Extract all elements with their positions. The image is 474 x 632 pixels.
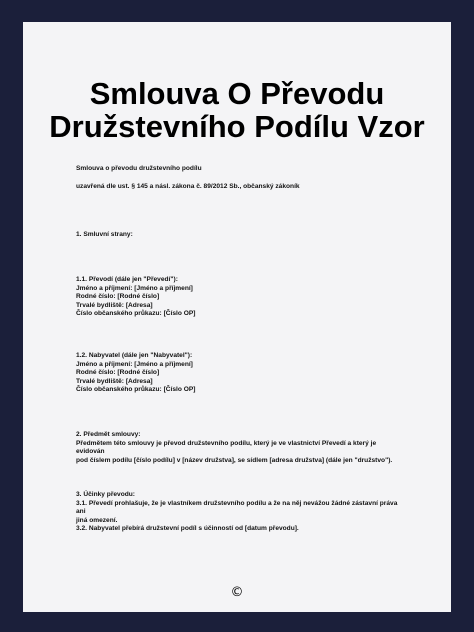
party-2-heading: 1.2. Nabyvatel (dále jen "Nabyvatel"): (76, 352, 193, 359)
party-2-name: Jméno a příjmení: [Jméno a příjmení] (76, 360, 193, 368)
section-3-item-1-line-2: jiná omezení. (76, 516, 118, 524)
party-2-address: Trvalé bydliště: [Adresa] (76, 377, 153, 385)
section-3-item-1-line-1: 3.1. Převedí prohlašuje, že je vlastníkem družstevního podílu a že na něj nevážou žádné zástavní práva ani (76, 499, 398, 516)
party-1-birth-number: Rodné číslo: [Rodné číslo] (76, 293, 160, 301)
section-3-item-2: 3.2. Nabyvatel přebírá družstevní podíl s účinností od [datum převodu]. (76, 525, 299, 533)
party-1-block (76, 276, 195, 319)
intro-legal-basis: uzavřená dle ust. § 145 a násl. zákona č. 89/2012 Sb., občanský zákoník (76, 183, 300, 190)
intro-heading: Smlouva o převodu družstevního podílu (76, 165, 202, 172)
document-page (23, 22, 451, 612)
section-2-body-line-2: pod číslem podílu [číslo podílu] v [název družstva], se sídlem [adresa družstva] (dále jen "družstvo"). (76, 456, 393, 464)
title-line-1: Smlouva O Převodu (89, 76, 385, 111)
party-2-id-number: Číslo občanského průkazu: [Číslo OP] (76, 386, 196, 394)
document-title (23, 77, 451, 143)
party-1-heading: 1.1. Převodí (dále jen "Převedí"): (76, 276, 178, 283)
party-1-address: Trvalé bydliště: [Adresa] (76, 301, 153, 309)
section-3-block (76, 491, 406, 534)
section-3-heading: 3. Účinky převodu: (76, 491, 135, 498)
party-1-id-number: Číslo občanského průkazu: [Číslo OP] (76, 310, 196, 318)
section-2-block (76, 431, 406, 465)
title-line-2: Družstevního Podílu Vzor (49, 109, 425, 144)
party-1-name: Jméno a příjmení: [Jméno a příjmení] (76, 284, 193, 292)
party-2-birth-number: Rodné číslo: [Rodné číslo] (76, 369, 160, 377)
copyright-icon: © (230, 585, 244, 600)
section-2-heading: 2. Předmět smlouvy: (76, 431, 141, 438)
party-2-block (76, 352, 195, 395)
section-2-body-line-1: Předmětem této smlouvy je převod družstevního podílu, který je ve vlastnictví Převedí a který je evidován (76, 439, 377, 456)
section-1-heading: 1. Smluvní strany: (76, 231, 133, 238)
